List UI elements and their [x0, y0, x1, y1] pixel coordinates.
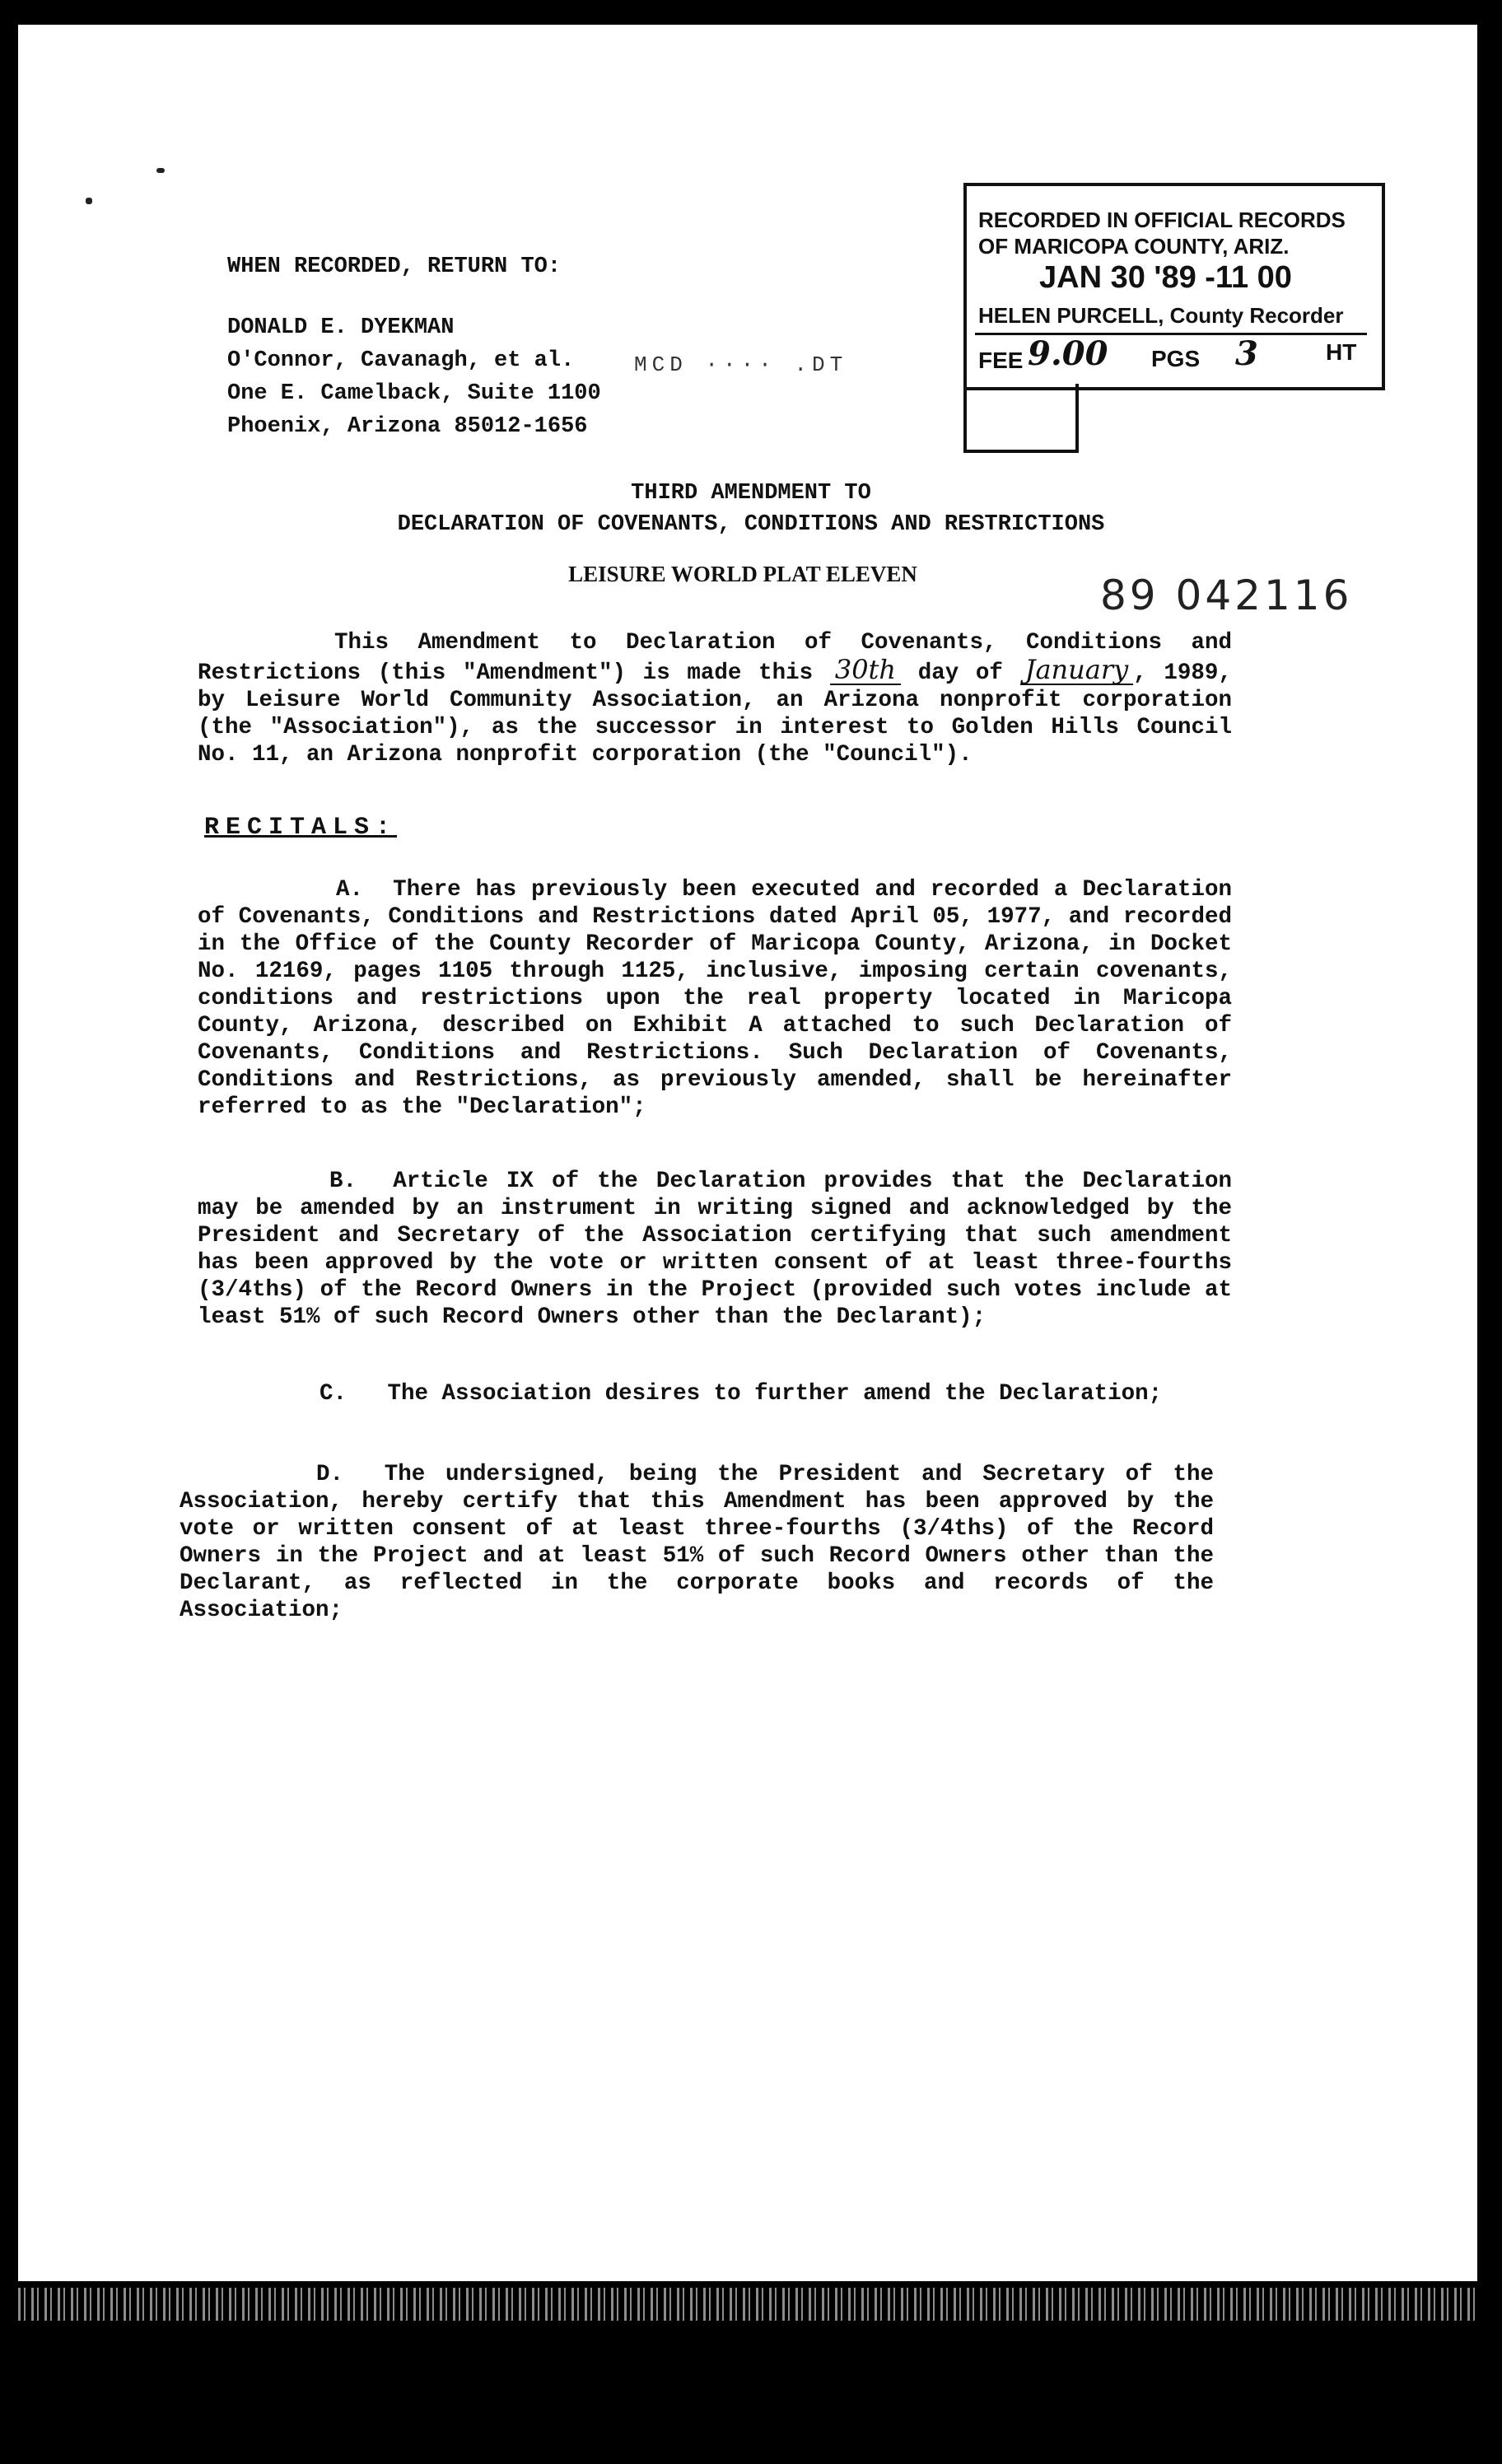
document-subtitle: LEISURE WORLD PLAT ELEVEN: [568, 562, 917, 586]
stamp-pgs-label: PGS: [1151, 346, 1201, 371]
recital-d: [180, 1461, 1214, 1624]
stamp-recorder: HELEN PURCELL, County Recorder: [978, 303, 1344, 328]
return-name: DONALD E. DYEKMAN: [227, 315, 455, 340]
stamp-note: MCD ···· .DT: [634, 352, 848, 377]
scan-border-top: [0, 0, 1502, 25]
stamp-line2: OF MARICOPA COUNTY, ARIZ.: [978, 234, 1290, 259]
document-title-line1: THIRD AMENDMENT TO: [631, 481, 871, 506]
stamp-pgs-value: 3: [1235, 334, 1258, 373]
stamp-lower-box: [963, 384, 1079, 453]
recital-text: The undersigned, being the President and Secretary of the Association, hereby certify that this Amendment has been approved by the vote or written consent of at least three-fourths (3/4ths) of the Record Owners in the Project and at least 51% of such Record Owners other than the Declarant, as reflected in the corporate books and records of the Association;: [180, 1462, 1214, 1623]
recital-text: The Association desires to further amend the Declaration;: [387, 1381, 1163, 1407]
handwritten-day: 30th: [830, 656, 901, 685]
intro-text-part3: , 1989, by Leisure World Community Association, an Arizona nonprofit corporation (the "Association"), as the successor in interest to Golden Hills Council No. 11, an Arizona nonprofit corporation (the "Council").: [198, 660, 1232, 768]
recital-letter: B.: [329, 1169, 357, 1194]
recital-letter: D.: [316, 1462, 344, 1487]
recital-a: [198, 876, 1232, 1121]
scan-border-left: [0, 0, 18, 2464]
stamp-fee-value: 9.00: [1028, 334, 1108, 373]
recital-letter: C.: [320, 1381, 348, 1407]
intro-text-part2: day of: [917, 660, 1003, 686]
stamp-fee-label: FEE: [978, 348, 1024, 373]
recital-letter: A.: [336, 877, 364, 903]
scan-noise: [18, 2288, 1477, 2321]
return-address-block: [227, 250, 601, 443]
return-address-line1: One E. Camelback, Suite 1100: [227, 381, 601, 406]
return-label: WHEN RECORDED, RETURN TO:: [227, 254, 562, 279]
handwritten-month: January: [1020, 656, 1134, 685]
recital-c: [183, 1380, 1217, 1407]
recital-text: Article IX of the Declaration provides that the Declaration may be amended by an instrument in writing signed and acknowledged by the President and Secretary of the Association certifying that such amendment has been approved by the vote or written consent of at least three-fourths (3/4ths) of the Record Owners in the Project (provided such votes include at least 51% of such Record Owners other than the Declarant);: [198, 1169, 1232, 1330]
recital-text: There has previously been executed and recorded a Declaration of Covenants, Conditions and Restrictions dated April 05, 1977, and recorded in the Office of the County Recorder of Maricopa County, Arizona, in Docket No. 12169, pages 1105 through 1125, inclusive, imposing certain covenants, conditions and restrictions upon the real property located in Maricopa County, Arizona, described on Exhibit A attached to such Declaration of Covenants, Conditions and Restrictions. Such Declaration of Covenants, Conditions and Restrictions, as previously amended, shall be hereinafter referred to as the "Declaration";: [198, 877, 1232, 1120]
return-address-line2: Phoenix, Arizona 85012-1656: [227, 414, 588, 439]
stamp-line1: RECORDED IN OFFICIAL RECORDS: [978, 208, 1346, 232]
intro-paragraph: [198, 629, 1232, 768]
recitals-heading: RECITALS:: [204, 814, 398, 842]
document-number: 89 042116: [1100, 572, 1353, 619]
intro-text-part1: This Amendment to Declaration of Covenants, Conditions and Restrictions (this "Amendment") is made this: [198, 630, 1232, 686]
scan-border-right: [1477, 0, 1502, 2464]
recording-stamp: [963, 183, 1385, 390]
recital-b: [198, 1168, 1232, 1331]
document-title-line2: DECLARATION OF COVENANTS, CONDITIONS AND RESTRICTIONS: [397, 512, 1105, 537]
return-firm: O'Connor, Cavanagh, et al.: [227, 348, 575, 373]
scan-speck: [156, 168, 165, 173]
stamp-ht: HT: [1326, 339, 1357, 365]
scan-speck: [86, 198, 92, 204]
stamp-date: JAN 30 '89 -11 00: [1039, 260, 1292, 295]
